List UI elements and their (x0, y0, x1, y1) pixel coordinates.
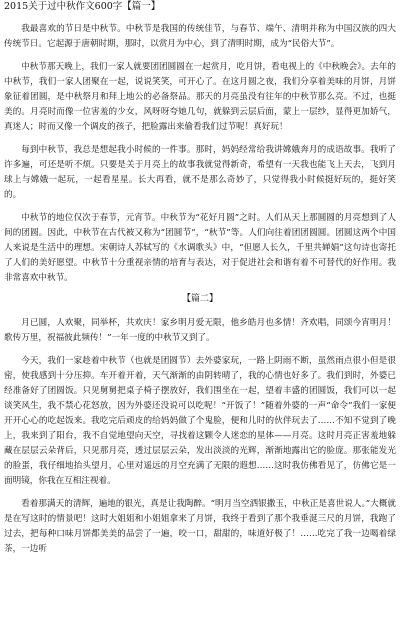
paragraph: 每到中秋节，我总是想起我小时候的一件事。那时，妈妈经常给我讲嫦娥奔月的成语故事。我听了许多遍，可还是听不烦。只要是关于月亮上的故事我就觉得新奇，希望有一天我也能飞上天去，飞到月球上与嫦娥一起玩，一起看星星。长大再看，就不是那么奇妙了，只觉得我小时候挺好玩的，挺好笑的。 (4, 145, 396, 200)
paragraph: 看着那满天的清辉，遍地的银光，真是让我陶醉。“明月当空洒银撒玉，中秋正是喜世说人。”大概就是在写这时的情景吧！这时大姐姐和小姐姐拿来了月饼，我终于看到了那个我垂涎三尺的月饼，我跑了过去，把每种口味月饼都美美的品尝了一遍，咬一口，甜甜的，味道好极了！……吃完了我一边喝着绿茶，一边听 (4, 499, 396, 554)
section-two (4, 316, 396, 557)
section-heading: 【篇二】 (181, 294, 218, 304)
section-one (4, 22, 396, 286)
document-title: 2015关于过中秋作文600字【篇一】 (4, 1, 161, 12)
paragraph: 月已圆，人欢聚，同举杯，共欢庆！家乡明月爱无限，他乡皓月也多情！齐欢唱，同颂今宵明月！歌传万里，祝福彼此频传！”一年一度的中秋节又到了。 (4, 318, 396, 343)
paragraph: 我最喜欢的节日是中秋节。中秋节是我国的传统佳节，与春节、端午、清明并称为中国汉族的四大传统节日。它起源于唐朝时期，那时，以赏月为中心，到了清明时期，成为“民俗大节”。 (4, 24, 396, 49)
paragraph: 今天，我们一家趁着中秋节（也就是团圆节）去外婆家玩，一路上阴雨不断，虽然雨点很小但是很密，使我感到十分压抑。车开着开着，天气渐渐的由阴转晴了，我的心情也好多了。我们到时，外婆已经准备好了团圆饭。只见舅舅把桌子椅子摆放好，我们围坐在一起，望着丰盛的团圆饭，我们可以一起谈笑风生，我不禁心花怒放，因为外婆还没说可以吃呢！“开饭了！”随着外婆的一声“命令”我们一家便开开心心的吃起饭来。我吃完后顽皮的给妈妈做了个鬼脸，便和儿时的伙伴玩去了……不知不觉到了晚上，我来到了阳台，我不自觉地望向天空，寻找着这颗令人迷恋的星体——月亮。这时月亮正害羞地躲藏在层层云朵背后，只见那月亮，透过层层云朵，发出淡淡的光辉，渐渐地露出它的脸庞。那张能发光的脸蛋，我仔细地抬头望月，心里对遥远的月空充满了无限的遐想……这时我仿佛看见了，仿佛它是一面明镜，你我在互相注视着。 (4, 356, 396, 486)
paragraph: 中秋节的地位仅次于春节，元宵节。中秋节为“花好月圆”之时。人们从天上那圆圆的月亮想到了人间的团圆。因此，中秋节在古代被又称为“团圆节”，“秋节”等。人们向往着团团圆圆。团圆这两个中国人来说是生活中的理想。宋朝诗人苏轼写的《水调歌头》中，“但愿人长久，千里共婵娟”这句诗也寄托了人们的美好愿望。中秋节十分重视亲情的培育与表达，对于促进社会和谐有着不可替代的好作用。我非常喜欢中秋节。 (4, 213, 396, 283)
paragraph: 中秋节那天晚上，我们一家人就要团团圆圆在一起赏月，吃月饼，看电视上的《中秋晚会》。去年的中秋节，我们一家人团聚在一起，说说笑笑，可开心了。在这月圆之夜，我们分享着美味的月饼，月饼象征着团圆，是中秋祭月和拜上地公的必备祭品。那天的月亮虽没有往年的中秋节那么亮。不过，也挺美的。月亮时而像一位害羞的少女，风呀呀夸她几句，就躲到云层后面，蒙上一层纱，显得更加娇气，真迷人；时而又像一个调皮的孩子，把脸露出来偷看我们过节呢！真好玩！ (4, 62, 396, 132)
